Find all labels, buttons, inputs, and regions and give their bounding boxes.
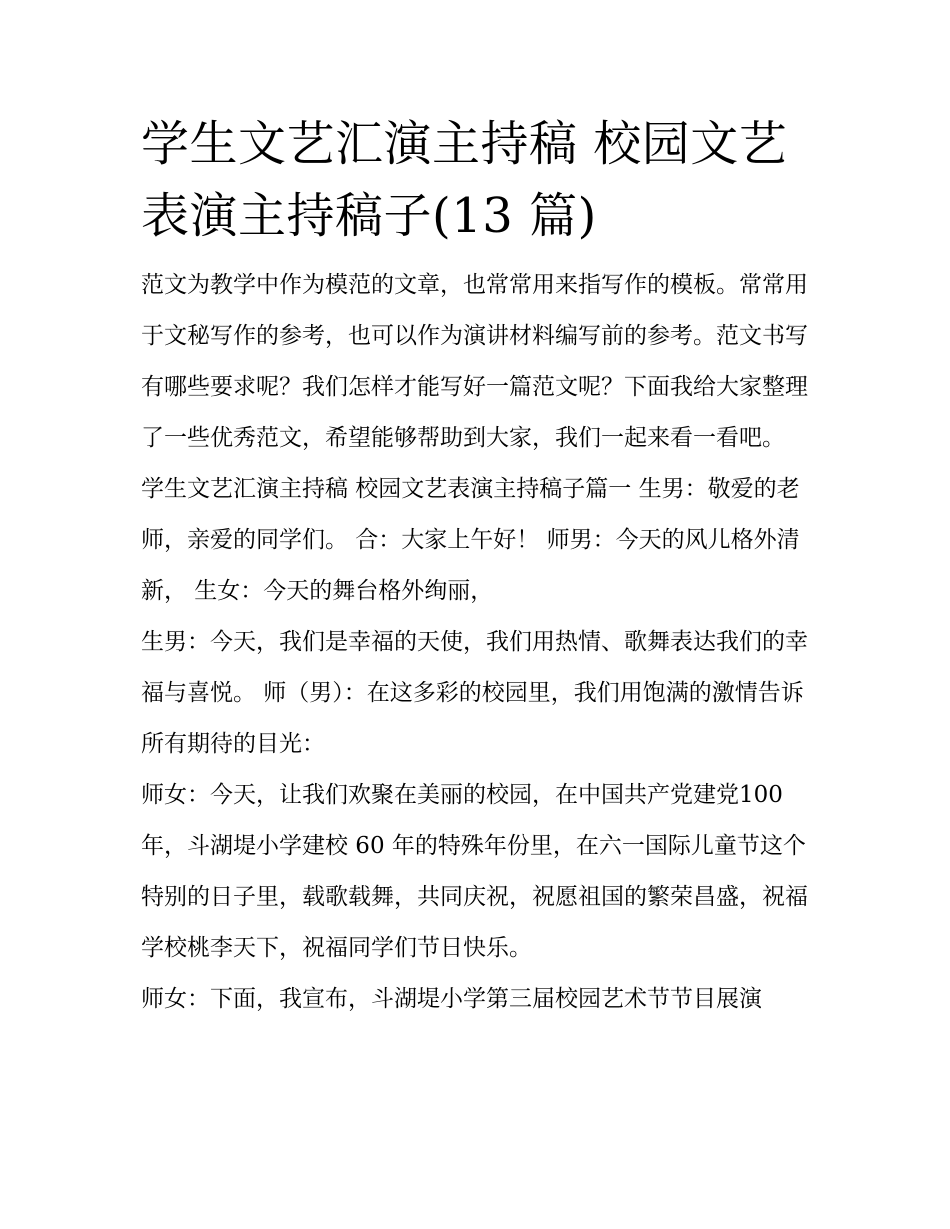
document-title: 学生文艺汇演主持稿 校园文艺表演主持稿子(13 篇) <box>141 116 788 244</box>
document-body <box>141 260 813 1025</box>
paragraph-celebration: 师女：今天，让我们欢聚在美丽的校园，在中国共产党建党100 年，斗湖堤小学建校 60 年的特殊年份里，在六一国际儿童节这个特别的日子里，载歌载舞，共同庆祝，祝愿祖国的繁荣昌盛，祝福学校桃李天下，祝福同学们节日快乐。 <box>141 782 808 961</box>
paragraph-happiness: 生男：今天，我们是幸福的天使，我们用热情、歌舞表达我们的幸福与喜悦。 师（男）：在这多彩的校园里，我们用饱满的激情告诉所有期待的目光： <box>141 629 808 757</box>
paragraph-announcement: 师女：下面，我宣布，斗湖堤小学第三届校园艺术节节目展演 <box>141 986 762 1012</box>
paragraph-intro: 范文为教学中作为模范的文章，也常常用来指写作的模板。常常用于文秘写作的参考，也可以作为演讲材料编写前的参考。范文书写有哪些要求呢？我们怎样才能写好一篇范文呢？下面我给大家整理了一些优秀范文，希望能够帮助到大家，我们一起来看一看吧。 <box>141 272 808 451</box>
paragraph-opening: 学生文艺汇演主持稿 校园文艺表演主持稿子篇一 生男：敬爱的老师，亲爱的同学们。 合：大家上午好！ 师男：今天的风儿格外清新， 生女：今天的舞台格外绚丽， <box>141 476 800 604</box>
document-content <box>141 108 813 1025</box>
